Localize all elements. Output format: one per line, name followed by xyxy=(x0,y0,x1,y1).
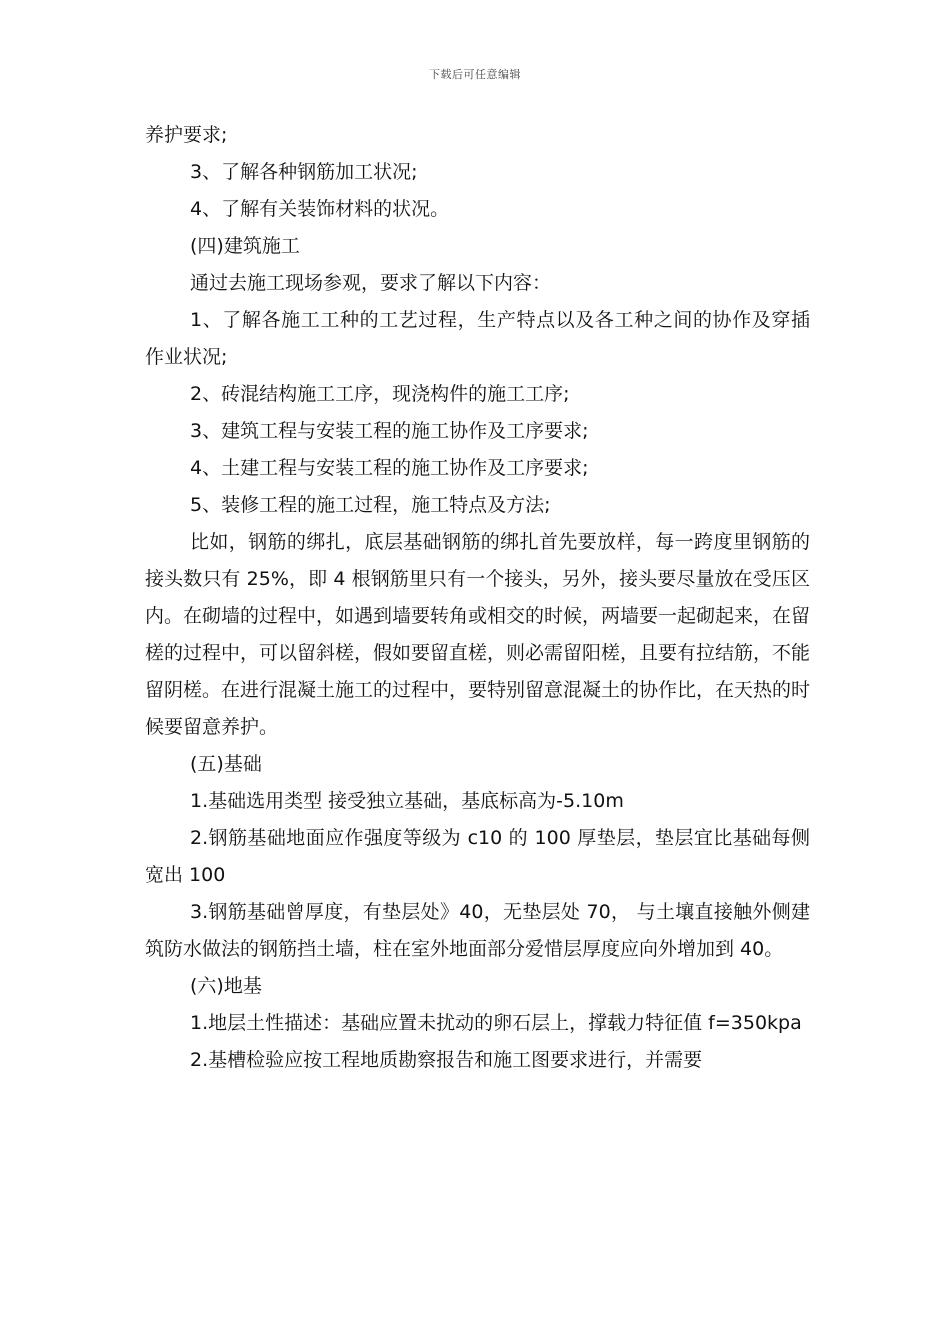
page-header: 下载后可任意编辑 xyxy=(429,68,521,81)
list-item: 5、装修工程的施工过程，施工特点及方法; xyxy=(190,494,551,516)
paragraph: 4、了解有关装饰材料的状况。 xyxy=(190,198,450,220)
section-heading: (五)基础 xyxy=(190,753,262,775)
list-item: 2、砖混结构施工工序，现浇构件的施工工序; xyxy=(190,383,570,405)
list-item: 2.钢筋基础地面应作强度等级为 c10 的 100 厚垫层，垫层宜比基础每侧宽出 100 xyxy=(145,827,810,886)
list-item: 3.钢筋基础曾厚度，有垫层处》40，无垫层处 70， 与土壤直接触外侧建筑防水做法的钢筋挡土墙，柱在室外地面部分爱惜层厚度应向外增加到 40。 xyxy=(145,901,810,960)
section-heading: (四)建筑施工 xyxy=(190,235,300,257)
paragraph: 比如，钢筋的绑扎，底层基础钢筋的绑扎首先要放样，每一跨度里钢筋的接头数只有 25%，即 4 根钢筋里只有一个接头，另外，接头要尽量放在受压区内。在砌墙的过程中，如遇到墙要转角或相交的时候，两墙要一起砌起来，在留槎的过程中，可以留斜槎，假如要留直槎，则必需留阳槎，且要有拉结筋，不能留阴槎。在进行混凝土施工的过程中，要特别留意混凝土的协作比，在天热的时候要留意养护。 xyxy=(145,531,811,738)
list-item: 4、土建工程与安装工程的施工协作及工序要求; xyxy=(190,457,589,479)
paragraph: 3、了解各种钢筋加工状况; xyxy=(190,161,418,183)
section-heading: (六)地基 xyxy=(190,975,262,997)
list-item: 1.地层土性描述：基础应置未扰动的卵石层上，撑载力特征值 f=350kpa xyxy=(190,1012,802,1034)
document-body xyxy=(145,117,810,1079)
paragraph: 养护要求; xyxy=(145,124,228,146)
list-item: 1、了解各施工工种的工艺过程，生产特点以及各工种之间的协作及穿插作业状况; xyxy=(145,309,810,368)
paragraph: 通过去施工现场参观，要求了解以下内容： xyxy=(190,272,552,294)
list-item: 2.基槽检验应按工程地质勘察报告和施工图要求进行，并需要 xyxy=(190,1049,703,1071)
list-item: 3、建筑工程与安装工程的施工协作及工序要求; xyxy=(190,420,589,442)
list-item: 1.基础选用类型 接受独立基础，基底标高为-5.10m xyxy=(190,790,624,812)
